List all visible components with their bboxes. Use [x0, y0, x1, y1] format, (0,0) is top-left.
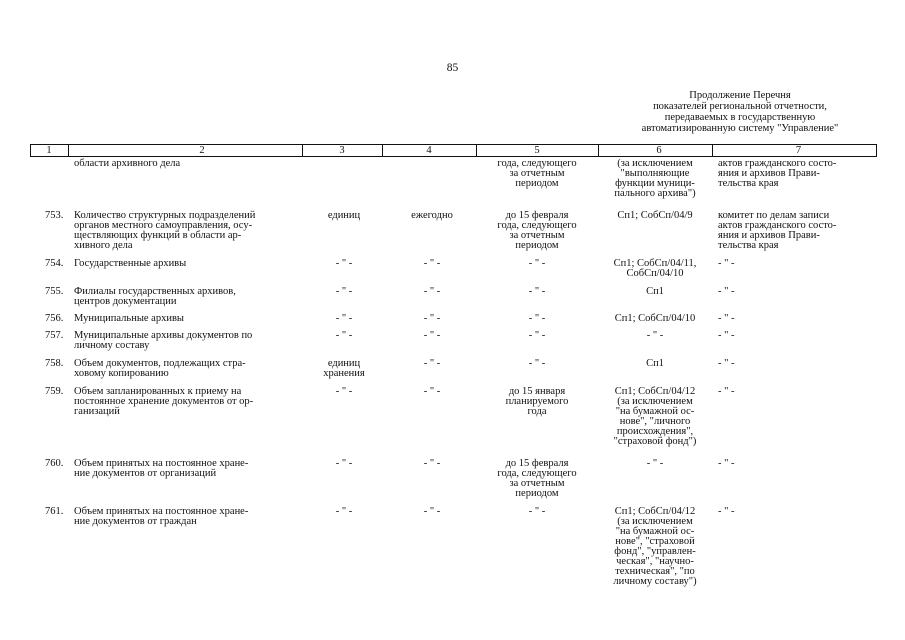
cell-line: Сп1; СобСп/04/9 — [617, 210, 693, 221]
cell-line: "выполняющие — [620, 168, 690, 179]
unit-of-measure — [306, 211, 382, 221]
cell-line: ежегодно — [411, 210, 453, 221]
cell-line: - " - — [423, 258, 441, 269]
table-header-row — [30, 144, 877, 157]
reporting-period — [390, 287, 474, 297]
cell-line: - " - — [335, 330, 353, 341]
cell-line: хранения — [323, 368, 365, 379]
row-number: 759. — [45, 386, 64, 397]
cell-line: до 15 февраля — [505, 210, 569, 221]
cell-line: - " - — [335, 386, 353, 397]
cell-line: Сп1 — [646, 286, 664, 297]
responsible-body — [718, 287, 876, 297]
cell-line: Объем принятых на постоянное хране- — [74, 458, 249, 469]
cell-line: яния и архивов Прави- — [718, 230, 820, 241]
cell-line: ховому копированию — [74, 368, 169, 379]
cell-line: - " - — [528, 358, 546, 369]
cell-line: - " - — [718, 506, 735, 517]
cell-line: - " - — [335, 313, 353, 324]
unit-of-measure — [306, 359, 382, 379]
submission-deadline — [478, 159, 596, 189]
cell-line: ние документов от граждан — [74, 516, 197, 527]
cell-line: за отчетным — [509, 478, 565, 489]
submission-deadline — [478, 387, 596, 417]
row-number: 758. — [45, 358, 64, 369]
column-header-7: 7 — [795, 145, 802, 156]
row-number: 754. — [45, 258, 64, 269]
cell-line: - " - — [335, 258, 353, 269]
page-number: 85 — [446, 62, 459, 74]
cell-line: - " - — [528, 330, 546, 341]
reporting-period — [390, 387, 474, 397]
report-form — [596, 359, 714, 369]
cell-line: "страховой фонд") — [613, 436, 697, 447]
report-form — [596, 387, 714, 447]
row-number: 753. — [45, 210, 64, 221]
column-divider — [302, 144, 303, 157]
cell-line: - " - — [335, 286, 353, 297]
submission-deadline — [478, 314, 596, 324]
row-number: 756. — [45, 313, 64, 324]
reporting-period — [390, 211, 474, 221]
cell-line: - " - — [528, 313, 546, 324]
cell-line: нове", "страховой — [615, 536, 695, 547]
responsible-body — [718, 259, 876, 269]
cell-line: (за исключением — [617, 158, 693, 169]
unit-of-measure — [306, 507, 382, 517]
continuation-line: автоматизированную систему "Управление" — [641, 123, 839, 134]
cell-line: пального архива") — [614, 188, 696, 199]
column-divider — [476, 144, 477, 157]
cell-line: - " - — [335, 506, 353, 517]
responsible-body — [718, 387, 876, 397]
cell-line: ществляющих функций в области ар- — [74, 230, 242, 241]
cell-line: функции муници- — [615, 178, 695, 189]
indicator-name — [74, 359, 300, 379]
column-divider — [30, 144, 31, 157]
unit-of-measure — [306, 459, 382, 469]
cell-line: техническая", "по — [615, 566, 695, 577]
responsible-body — [718, 314, 876, 324]
column-divider — [712, 144, 713, 157]
cell-line: Муниципальные архивы — [74, 313, 184, 324]
cell-line: Объем документов, подлежащих стра- — [74, 358, 246, 369]
cell-line: фонд", "управлен- — [614, 546, 696, 557]
cell-line: единиц — [327, 210, 361, 221]
reporting-period — [390, 359, 474, 369]
report-form — [596, 331, 714, 341]
submission-deadline — [478, 459, 596, 499]
unit-of-measure — [306, 387, 382, 397]
column-header-3: 3 — [339, 145, 345, 156]
cell-line: периодом — [515, 488, 559, 499]
cell-line: СобСп/04/10 — [626, 268, 684, 279]
cell-line: ние документов от организаций — [74, 468, 217, 479]
indicator-name — [74, 287, 300, 307]
responsible-body — [718, 159, 876, 189]
indicator-name — [74, 159, 300, 169]
cell-line: - " - — [423, 506, 441, 517]
column-header-6: 6 — [656, 145, 662, 156]
continuation-header — [600, 90, 880, 134]
report-form — [596, 211, 714, 221]
cell-line: Количество структурных подразделений — [74, 210, 256, 221]
indicator-name — [74, 387, 300, 417]
unit-of-measure — [306, 287, 382, 297]
cell-line: Филиалы государственных архивов, — [74, 286, 236, 297]
cell-line: - " - — [528, 258, 546, 269]
cell-line: (за исключением — [617, 396, 693, 407]
submission-deadline — [478, 359, 596, 369]
cell-line: года, следующего — [497, 220, 577, 231]
cell-line: - " - — [423, 386, 441, 397]
cell-line: комитет по делам записи — [718, 210, 830, 221]
cell-line: единиц — [327, 358, 361, 369]
continuation-line: передаваемых в государственную — [664, 112, 816, 123]
cell-line: Государственные архивы — [74, 258, 187, 269]
column-header-1: 1 — [46, 145, 52, 156]
cell-line: постоянное хранение документов от ор- — [74, 396, 254, 407]
continuation-title: Продолжение Перечня — [689, 90, 791, 101]
cell-line: - " - — [718, 330, 735, 341]
cell-line: планируемого — [505, 396, 569, 407]
cell-line: яния и архивов Прави- — [718, 168, 820, 179]
cell-line: года, следующего — [497, 468, 577, 479]
submission-deadline — [478, 331, 596, 341]
cell-line: Сп1; СобСп/04/11, — [613, 258, 697, 269]
unit-of-measure — [306, 314, 382, 324]
cell-line: личному составу — [74, 340, 150, 351]
cell-line: - " - — [646, 458, 664, 469]
cell-line: - " - — [423, 313, 441, 324]
column-divider — [382, 144, 383, 157]
cell-line: Объем принятых на постоянное хране- — [74, 506, 249, 517]
cell-line: нове", "личного — [619, 416, 691, 427]
cell-line: до 15 февраля — [505, 458, 569, 469]
cell-line: области архивного дела — [74, 158, 181, 169]
cell-line: Сп1; СобСп/04/12 — [614, 386, 696, 397]
cell-line: происхождения", — [616, 426, 694, 437]
cell-line: Муниципальные архивы документов по — [74, 330, 253, 341]
report-form — [596, 314, 714, 324]
cell-line: - " - — [423, 358, 441, 369]
responsible-body — [718, 211, 876, 251]
cell-line: Сп1; СобСп/04/12 — [614, 506, 696, 517]
submission-deadline — [478, 287, 596, 297]
cell-line: личному составу") — [613, 576, 697, 587]
cell-line: - " - — [718, 458, 735, 469]
column-divider — [598, 144, 599, 157]
cell-line: периодом — [515, 178, 559, 189]
cell-line: центров документации — [74, 296, 177, 307]
responsible-body — [718, 507, 876, 517]
cell-line: года — [527, 406, 547, 417]
cell-line: актов гражданского состо- — [718, 158, 837, 169]
column-header-4: 4 — [426, 145, 432, 156]
row-number: 761. — [45, 506, 64, 517]
cell-line: периодом — [515, 240, 559, 251]
cell-line: Сп1; СобСп/04/10 — [614, 313, 696, 324]
column-divider — [876, 144, 877, 157]
submission-deadline — [478, 211, 596, 251]
cell-line: "на бумажной ос- — [615, 406, 695, 417]
cell-line: года, следующего — [497, 158, 577, 169]
cell-line: (за исключением — [617, 516, 693, 527]
cell-line: хивного дела — [74, 240, 133, 251]
cell-line: - " - — [718, 386, 735, 397]
responsible-body — [718, 331, 876, 341]
submission-deadline — [478, 259, 596, 269]
cell-line: до 15 января — [508, 386, 566, 397]
cell-line: - " - — [423, 458, 441, 469]
cell-line: - " - — [718, 258, 735, 269]
report-form — [596, 287, 714, 297]
column-header-5: 5 — [534, 145, 540, 156]
cell-line: Сп1 — [646, 358, 664, 369]
unit-of-measure — [306, 331, 382, 341]
cell-line: за отчетным — [509, 168, 565, 179]
cell-line: - " - — [423, 330, 441, 341]
cell-line: - " - — [646, 330, 664, 341]
cell-line: - " - — [718, 313, 735, 324]
unit-of-measure — [306, 259, 382, 269]
report-form — [596, 459, 714, 469]
row-number: 760. — [45, 458, 64, 469]
continuation-line: показателей региональной отчетности, — [653, 101, 827, 112]
report-form — [596, 259, 714, 279]
column-header-2: 2 — [199, 145, 205, 156]
cell-line: тельства края — [718, 178, 779, 189]
cell-line: Объем запланированных к приему на — [74, 386, 242, 397]
responsible-body — [718, 359, 876, 369]
column-divider — [68, 144, 69, 157]
row-number: 755. — [45, 286, 64, 297]
indicator-name — [74, 211, 300, 251]
indicator-name — [74, 314, 300, 324]
cell-line: - " - — [423, 286, 441, 297]
cell-line: - " - — [335, 458, 353, 469]
cell-line: ганизаций — [74, 406, 120, 417]
reporting-period — [390, 314, 474, 324]
cell-line: актов гражданского состо- — [718, 220, 837, 231]
cell-line: ческая", "научно- — [616, 556, 694, 567]
report-form — [596, 159, 714, 199]
cell-line: органов местного самоуправления, осу- — [74, 220, 253, 231]
cell-line: за отчетным — [509, 230, 565, 241]
cell-line: - " - — [718, 286, 735, 297]
report-form — [596, 507, 714, 587]
indicator-name — [74, 259, 300, 269]
cell-line: "на бумажной ос- — [615, 526, 695, 537]
submission-deadline — [478, 507, 596, 517]
reporting-period — [390, 259, 474, 269]
reporting-period — [390, 331, 474, 341]
indicator-name — [74, 459, 300, 479]
row-number: 757. — [45, 330, 64, 341]
indicator-name — [74, 507, 300, 527]
reporting-period — [390, 459, 474, 469]
responsible-body — [718, 459, 876, 469]
reporting-period — [390, 507, 474, 517]
cell-line: - " - — [528, 506, 546, 517]
cell-line: - " - — [528, 286, 546, 297]
cell-line: - " - — [718, 358, 735, 369]
indicator-name — [74, 331, 300, 351]
cell-line: тельства края — [718, 240, 779, 251]
